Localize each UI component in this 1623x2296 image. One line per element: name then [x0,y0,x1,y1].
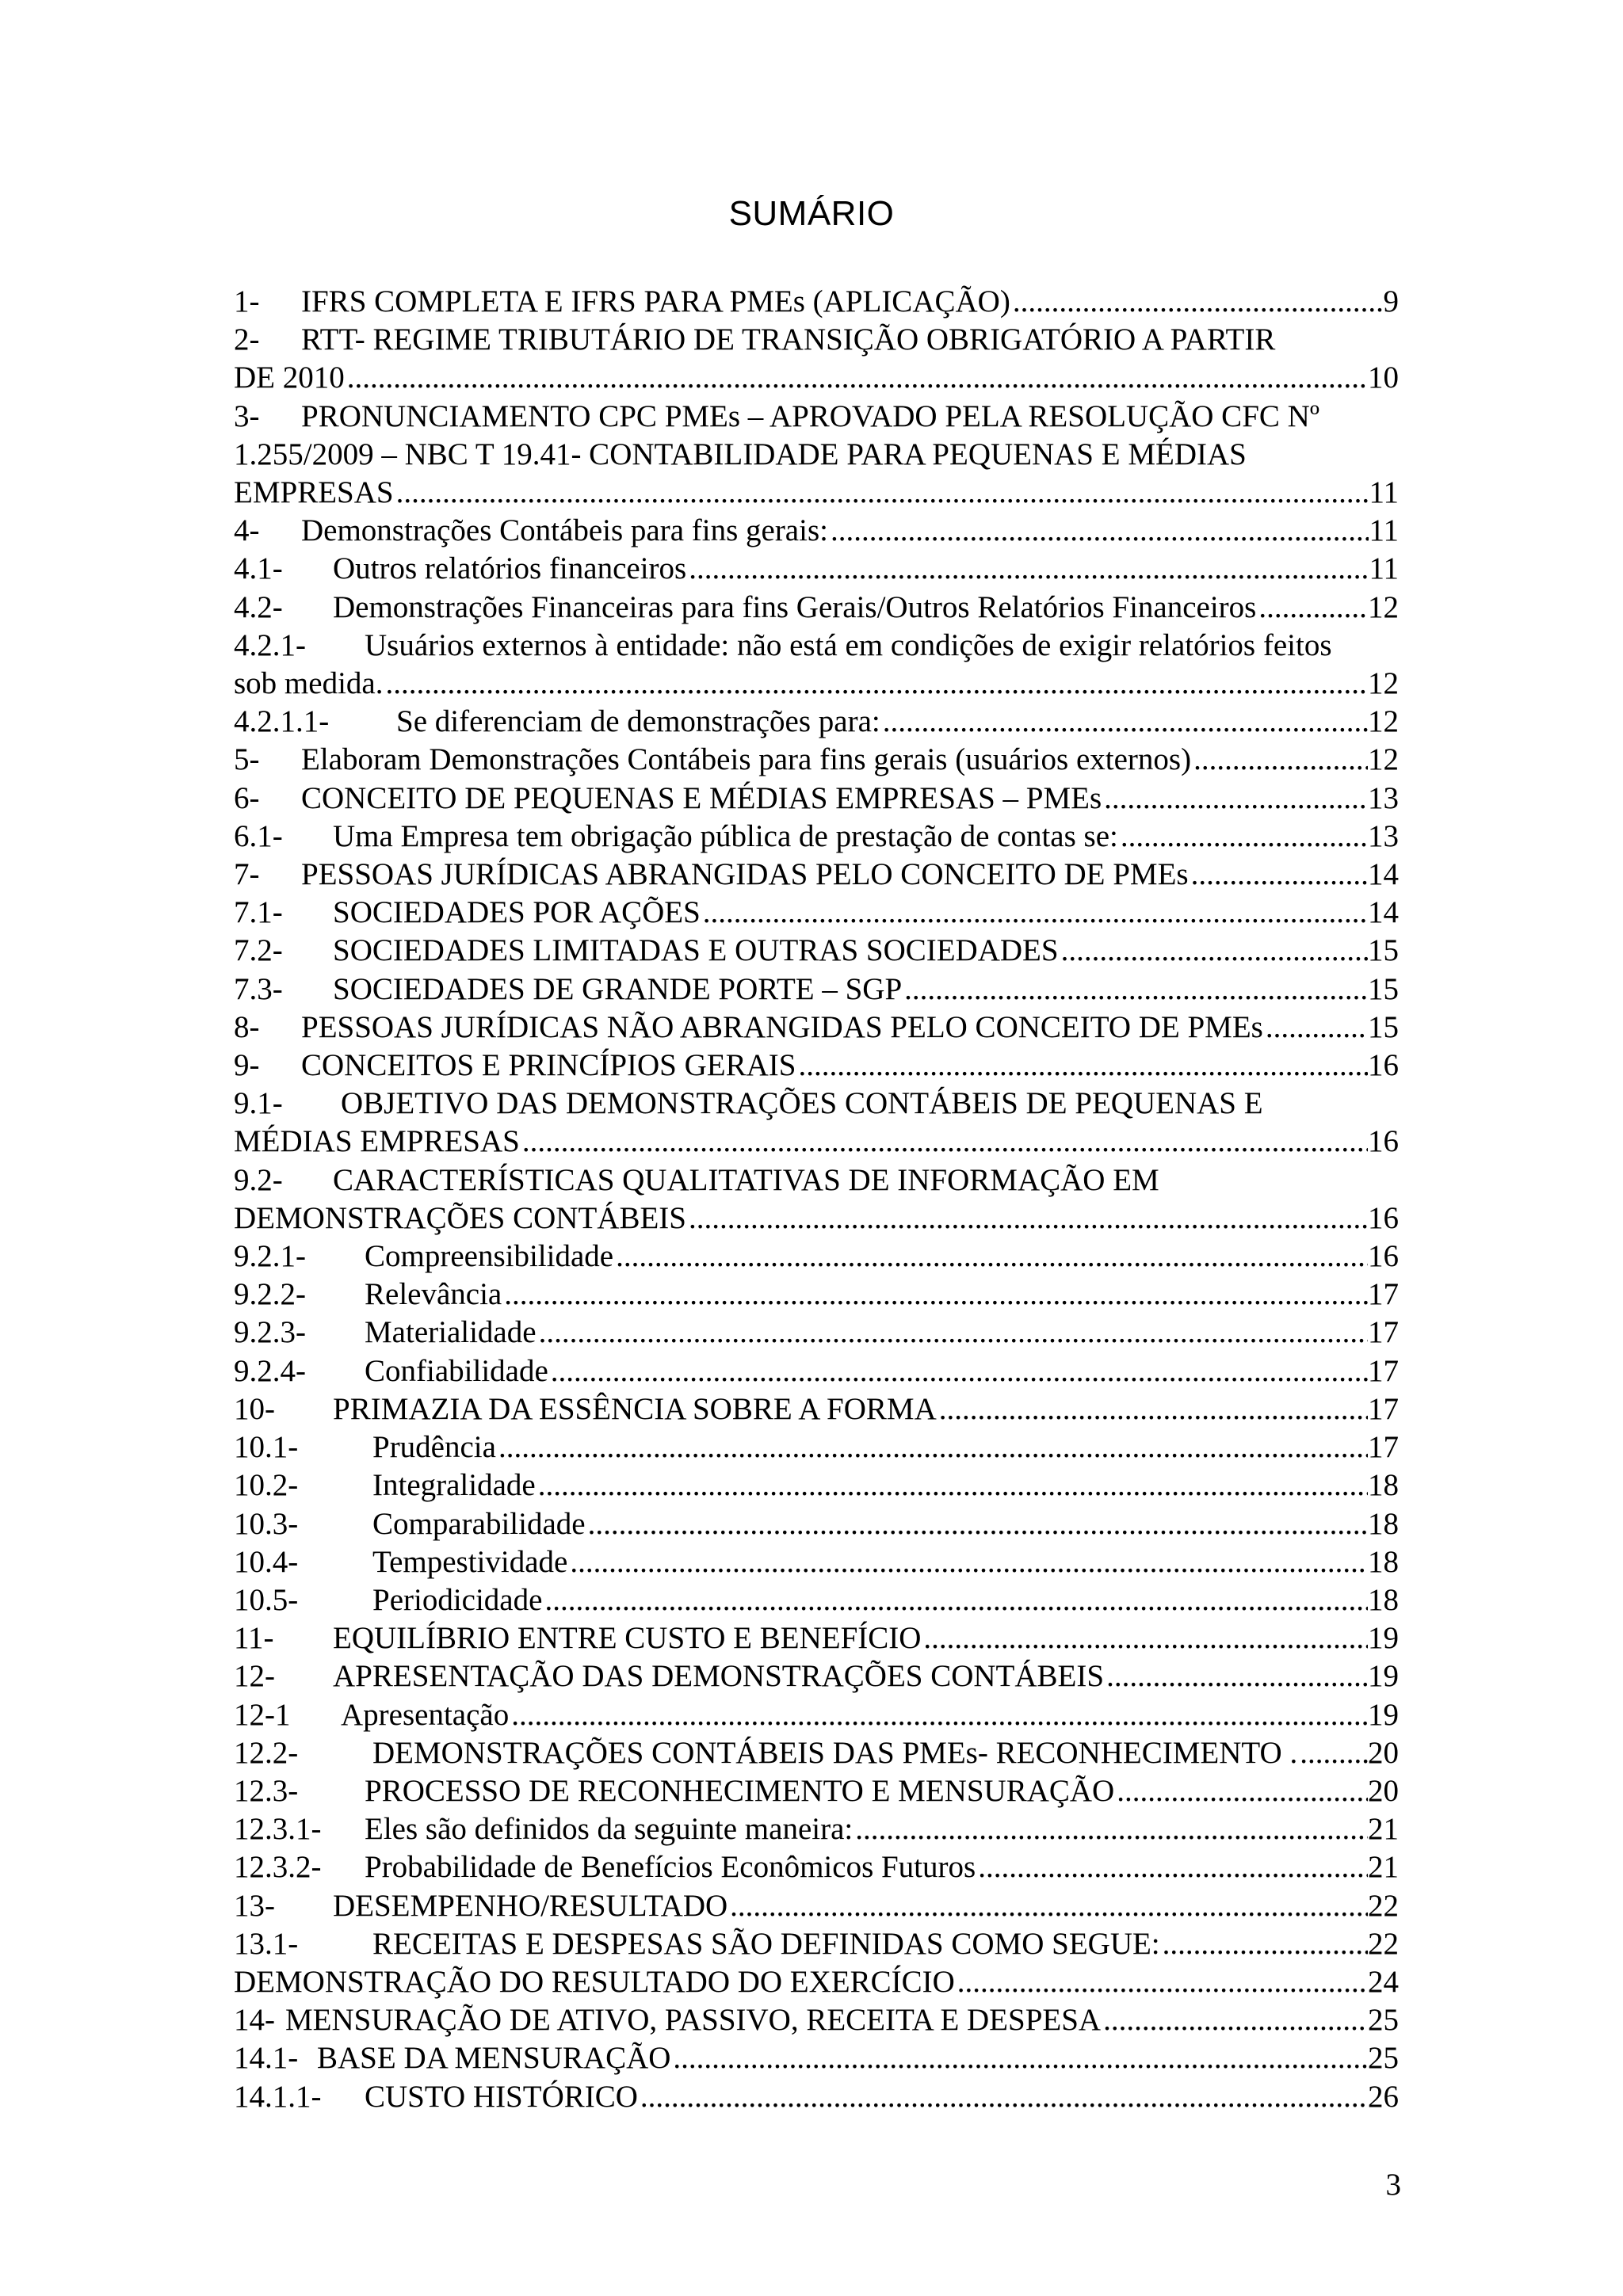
toc-entry-title: Apresentação [341,1697,510,1732]
dot-leader [586,1505,1368,1543]
toc-entry-number: 14.1.1- [234,2079,322,2114]
toc-entry-number: 4.1- [234,551,283,586]
dot-leader [496,1428,1368,1466]
dot-leader [1191,741,1368,779]
dot-leader [902,971,1368,1009]
toc-entry[interactable] [234,932,1399,970]
dot-leader [509,1696,1368,1734]
dot-leader [828,512,1369,550]
toc-entry[interactable] [234,856,1399,894]
toc-entry-page: 11 [1369,513,1399,548]
toc-entry-title: PRONUNCIAMENTO CPC PMEs – APROVADO PELA RESOLUÇÃO CFC Nº [301,399,1319,433]
toc-entry-page: 24 [1368,1964,1399,1999]
toc-entry-title: Se diferenciam de demonstrações para: [396,704,880,739]
dot-leader [727,1887,1368,1925]
toc-entry-title: Uma Empresa tem obrigação pública de prestação de contas se: [333,818,1118,853]
dot-leader [520,1123,1368,1161]
toc-entry-page: 22 [1368,1888,1399,1923]
toc-entry-number: 1- [234,284,260,318]
toc-entry-number: 9.2.4- [234,1353,306,1388]
toc-entry[interactable] [234,2039,1399,2077]
toc-entry-number: 12.3.2- [234,1850,322,1885]
dot-leader [567,1543,1368,1581]
toc-entry-title: DEMONSTRAÇÃO DO RESULTADO DO EXERCÍCIO [234,1964,955,1999]
toc-entry[interactable] [234,1047,1399,1085]
toc-entry-page: 26 [1368,2079,1399,2114]
toc-entry-title: SOCIEDADES LIMITADAS E OUTRAS SOCIEDADES [333,933,1059,968]
dot-leader [1118,818,1368,856]
toc-entry-title: Comparabilidade [372,1506,586,1541]
toc-entry[interactable] [234,1276,1399,1314]
toc-entry-title: EQUILÍBRIO ENTRE CUSTO E BENEFÍCIO [333,1621,922,1656]
toc-entry-number: 10.2- [234,1468,299,1503]
toc-entry-page: 16 [1368,1124,1399,1159]
toc-entry-title: Tempestividade [372,1544,568,1579]
page-number: 3 [1385,2168,1401,2202]
dot-leader [937,1390,1368,1428]
toc-entry-number: 9.2- [234,1162,283,1197]
toc-entry-number: 9.2.2- [234,1277,306,1312]
toc-entry-number: 8- [234,1009,260,1044]
toc-entry-title: Compreensibilidade [365,1239,614,1274]
toc-entry-page: 13 [1368,818,1399,853]
dot-leader [542,1581,1368,1619]
toc-entry[interactable] [234,741,1399,779]
toc-entry-title: Probabilidade de Benefícios Econômicos Futuros [365,1850,976,1885]
dot-leader [1104,1657,1368,1695]
toc-entry-number: 13.1- [234,1926,299,1961]
toc-entry-title: DEMONSTRAÇÕES CONTÁBEIS [234,1200,686,1235]
toc-entry[interactable] [234,1772,1399,1810]
toc-entry-title: DE 2010 [234,360,345,395]
toc-entry-title: DEMONSTRAÇÕES CONTÁBEIS DAS PMEs- RECONHECIMENTO . [372,1735,1298,1770]
toc-entry-title: Eles são definidos da seguinte maneira: [365,1812,854,1847]
toc-entry-page: 12 [1368,589,1399,624]
toc-entry[interactable] [234,1009,1399,1047]
toc-entry-page: 21 [1368,1812,1399,1847]
dot-leader [701,894,1368,932]
toc-entry-page: 16 [1368,1048,1399,1083]
toc-entry-number: 6.1- [234,818,283,853]
toc-entry[interactable] [234,1238,1399,1276]
toc-entry-number: 3- [234,399,260,433]
toc-entry-title: SOCIEDADES DE GRANDE PORTE – SGP [333,971,903,1006]
dot-leader [853,1810,1368,1848]
toc-entry[interactable] [234,283,1399,321]
toc-entry-title: Prudência [372,1430,496,1465]
toc-entry-page: 19 [1368,1697,1399,1732]
toc-entry-number: 5- [234,742,260,777]
toc-entry-page: 18 [1368,1506,1399,1541]
dot-leader [613,1238,1368,1276]
toc-entry-number: 7- [234,857,260,892]
toc-entry[interactable] [234,2001,1399,2039]
toc-entry[interactable] [234,1352,1399,1390]
toc-entry-title: Demonstrações Financeiras para fins Gerais/Outros Relatórios Financeiros [333,589,1257,624]
toc-entry-page: 12 [1368,742,1399,777]
toc-entry-page: 18 [1368,1468,1399,1503]
toc-entry-title: Elaboram Demonstrações Contábeis para fins gerais (usuários externos) [301,742,1192,777]
dot-leader [1059,932,1368,970]
toc-entry-number: 12- [234,1659,275,1694]
toc-entry-title: Materialidade [365,1315,537,1350]
toc-entry-page: 20 [1368,1773,1399,1808]
toc-entry[interactable] [234,550,1399,588]
toc-entry-title: Relevância [365,1277,502,1312]
toc-entry-number: 6- [234,780,260,815]
toc-entry-number: 13- [234,1888,275,1923]
toc-entry-title: PESSOAS JURÍDICAS ABRANGIDAS PELO CONCEITO DE PMEs [301,857,1189,892]
dot-leader [1010,283,1384,321]
toc-entry-number: 12.2- [234,1735,299,1770]
toc-entry[interactable] [234,971,1399,1009]
toc-entry-page: 18 [1368,1544,1399,1579]
toc-entry-page: 10 [1368,360,1399,395]
toc-entry-title: Integralidade [372,1468,536,1503]
toc-entry-page: 17 [1368,1277,1399,1312]
toc-entry-title: Confiabilidade [365,1353,548,1388]
dot-leader [1114,1772,1368,1810]
dot-leader [537,1314,1368,1352]
dot-leader [1256,589,1368,627]
dot-leader [880,703,1368,741]
table-of-contents [234,283,1399,2116]
toc-entry-number: 7.1- [234,895,283,930]
toc-entry[interactable] [234,1963,1399,2001]
toc-entry[interactable] [234,1925,1399,1963]
toc-entry-title: Demonstrações Contábeis para fins gerais: [301,513,828,548]
toc-entry[interactable] [234,2078,1399,2116]
toc-entry-title: OBJETIVO DAS DEMONSTRAÇÕES CONTÁBEIS DE PEQUENAS E [341,1086,1263,1121]
toc-entry[interactable] [234,1466,1399,1505]
toc-entry[interactable] [234,1810,1399,1848]
toc-entry-title: PROCESSO DE RECONHECIMENTO E MENSURAÇÃO [365,1773,1115,1808]
toc-entry-page: 12 [1368,704,1399,739]
toc-entry[interactable] [234,1581,1399,1619]
toc-entry-number: 9.2.3- [234,1315,306,1350]
toc-entry[interactable] [234,1657,1399,1695]
toc-entry-number: 4.2- [234,589,283,624]
toc-entry-title: BASE DA MENSURAÇÃO [317,2041,671,2076]
dot-leader [1297,1734,1368,1772]
dot-leader [686,1199,1368,1238]
toc-entry[interactable] [234,1314,1399,1352]
toc-entry-number: 9.2.1- [234,1239,306,1274]
toc-entry-number: 9- [234,1048,260,1083]
toc-entry[interactable] [234,512,1399,550]
toc-entry[interactable] [234,1428,1399,1466]
toc-entry-number: 10.5- [234,1582,299,1617]
toc-entry-page: 18 [1368,1582,1399,1617]
toc-entry-number: 9.1- [234,1086,283,1121]
toc-entry-number: 4.2.1.1- [234,704,330,739]
toc-entry-title: sob medida. [234,666,384,701]
toc-entry-title: MÉDIAS EMPRESAS [234,1124,520,1159]
dot-leader [638,2078,1368,2116]
toc-entry-title: CARACTERÍSTICAS QUALITATIVAS DE INFORMAÇÃO EM [333,1162,1159,1197]
toc-entry-title: Usuários externos à entidade: não está em condições de exigir relatórios feitos [365,627,1332,662]
toc-entry-page: 14 [1368,895,1399,930]
toc-entry[interactable] [234,1085,1399,1161]
dot-leader [796,1047,1368,1085]
toc-entry-page: 17 [1368,1315,1399,1350]
toc-entry-title: EMPRESAS [234,475,394,510]
dot-leader [955,1963,1368,2001]
toc-entry[interactable] [234,1848,1399,1886]
dot-leader [1189,856,1368,894]
toc-entry[interactable] [234,1696,1399,1734]
toc-entry-number: 12.3.1- [234,1812,322,1847]
dot-leader [548,1352,1368,1390]
dot-leader [345,359,1368,397]
dot-leader [686,550,1369,588]
toc-entry-page: 15 [1368,933,1399,968]
toc-entry-number: 14.1- [234,2041,299,2076]
toc-entry-number: 10.4- [234,1544,299,1579]
toc-entry-page: 17 [1368,1353,1399,1388]
toc-entry[interactable] [234,703,1399,741]
dot-leader [383,665,1368,703]
toc-entry-page: 25 [1368,2003,1399,2038]
toc-entry-number: 10- [234,1391,275,1426]
toc-entry-title: RECEITAS E DESPESAS SÃO DEFINIDAS COMO SEGUE: [372,1926,1160,1961]
toc-entry-number: 12.3- [234,1773,299,1808]
toc-entry-number: 10.1- [234,1430,299,1465]
toc-entry-page: 19 [1368,1621,1399,1656]
dot-leader [1160,1925,1368,1963]
toc-entry[interactable] [234,1543,1399,1581]
dot-leader [394,474,1369,512]
toc-entry-title: APRESENTAÇÃO DAS DEMONSTRAÇÕES CONTÁBEIS [333,1659,1105,1694]
toc-entry[interactable] [234,818,1399,856]
toc-entry-number: 4.2.1- [234,627,306,662]
toc-entry-page: 22 [1368,1926,1399,1961]
toc-entry-title: CONCEITO DE PEQUENAS E MÉDIAS EMPRESAS – PMEs [301,780,1102,815]
dot-leader [502,1276,1368,1314]
toc-entry-title: Periodicidade [372,1582,543,1617]
toc-entry[interactable] [234,398,1399,513]
toc-entry-title: DESEMPENHO/RESULTADO [333,1888,728,1923]
toc-entry-title: 1.255/2009 – NBC T 19.41- CONTABILIDADE PARA PEQUENAS E MÉDIAS [234,437,1247,471]
toc-entry-number: 11- [234,1621,274,1656]
toc-entry-title: CONCEITOS E PRINCÍPIOS GERAIS [301,1048,796,1083]
toc-entry-number: 4- [234,513,260,548]
toc-entry-title: PRIMAZIA DA ESSÊNCIA SOBRE A FORMA [333,1391,937,1426]
toc-entry-number: 7.3- [234,971,283,1006]
dot-leader [670,2039,1368,2077]
toc-entry-page: 13 [1368,780,1399,815]
toc-entry-page: 21 [1368,1850,1399,1885]
toc-entry[interactable] [234,1505,1399,1543]
toc-entry-title: CUSTO HISTÓRICO [365,2079,638,2114]
toc-entry-number: 12-1 [234,1697,291,1732]
dot-leader [536,1466,1368,1505]
toc-entry-page: 11 [1369,551,1399,586]
toc-title: SUMÁRIO [728,194,895,233]
toc-entry[interactable] [234,780,1399,818]
toc-entry-title: SOCIEDADES POR AÇÕES [333,895,701,930]
toc-entry-page: 14 [1368,857,1399,892]
toc-entry-number: 7.2- [234,933,283,968]
toc-entry-page: 20 [1368,1735,1399,1770]
toc-entry-number: 14- [234,2003,275,2038]
toc-entry-number: 2- [234,322,260,357]
toc-entry[interactable] [234,627,1399,703]
toc-entry-page: 15 [1368,1009,1399,1044]
toc-entry-page: 16 [1368,1200,1399,1235]
toc-entry-page: 19 [1368,1659,1399,1694]
toc-entry[interactable] [234,1619,1399,1657]
toc-entry-title: Outros relatórios financeiros [333,551,687,586]
toc-entry[interactable] [234,1390,1399,1428]
toc-entry[interactable] [234,1887,1399,1925]
toc-entry[interactable] [234,1161,1399,1238]
toc-entry-page: 9 [1383,284,1399,318]
toc-entry-page: 12 [1368,666,1399,701]
toc-entry-page: 15 [1368,971,1399,1006]
dot-leader [1102,780,1368,818]
dot-leader [1101,2001,1368,2039]
toc-entry-title: MENSURAÇÃO DE ATIVO, PASSIVO, RECEITA E DESPESA [285,2003,1102,2038]
toc-entry[interactable] [234,589,1399,627]
toc-entry-page: 17 [1368,1430,1399,1465]
toc-entry-title: RTT- REGIME TRIBUTÁRIO DE TRANSIÇÃO OBRIGATÓRIO A PARTIR [301,322,1276,357]
toc-entry-page: 16 [1368,1239,1399,1274]
toc-entry-page: 25 [1368,2041,1399,2076]
toc-entry[interactable] [234,321,1399,397]
toc-entry-number: 10.3- [234,1506,299,1541]
dot-leader [1263,1009,1368,1047]
toc-entry-page: 17 [1368,1391,1399,1426]
toc-entry[interactable] [234,894,1399,932]
dot-leader [921,1619,1368,1657]
toc-entry[interactable] [234,1734,1399,1772]
toc-entry-page: 11 [1369,475,1399,510]
toc-entry-title: IFRS COMPLETA E IFRS PARA PMEs (APLICAÇÃO) [301,284,1010,318]
toc-entry-title: PESSOAS JURÍDICAS NÃO ABRANGIDAS PELO CONCEITO DE PMEs [301,1009,1263,1044]
dot-leader [976,1848,1368,1886]
